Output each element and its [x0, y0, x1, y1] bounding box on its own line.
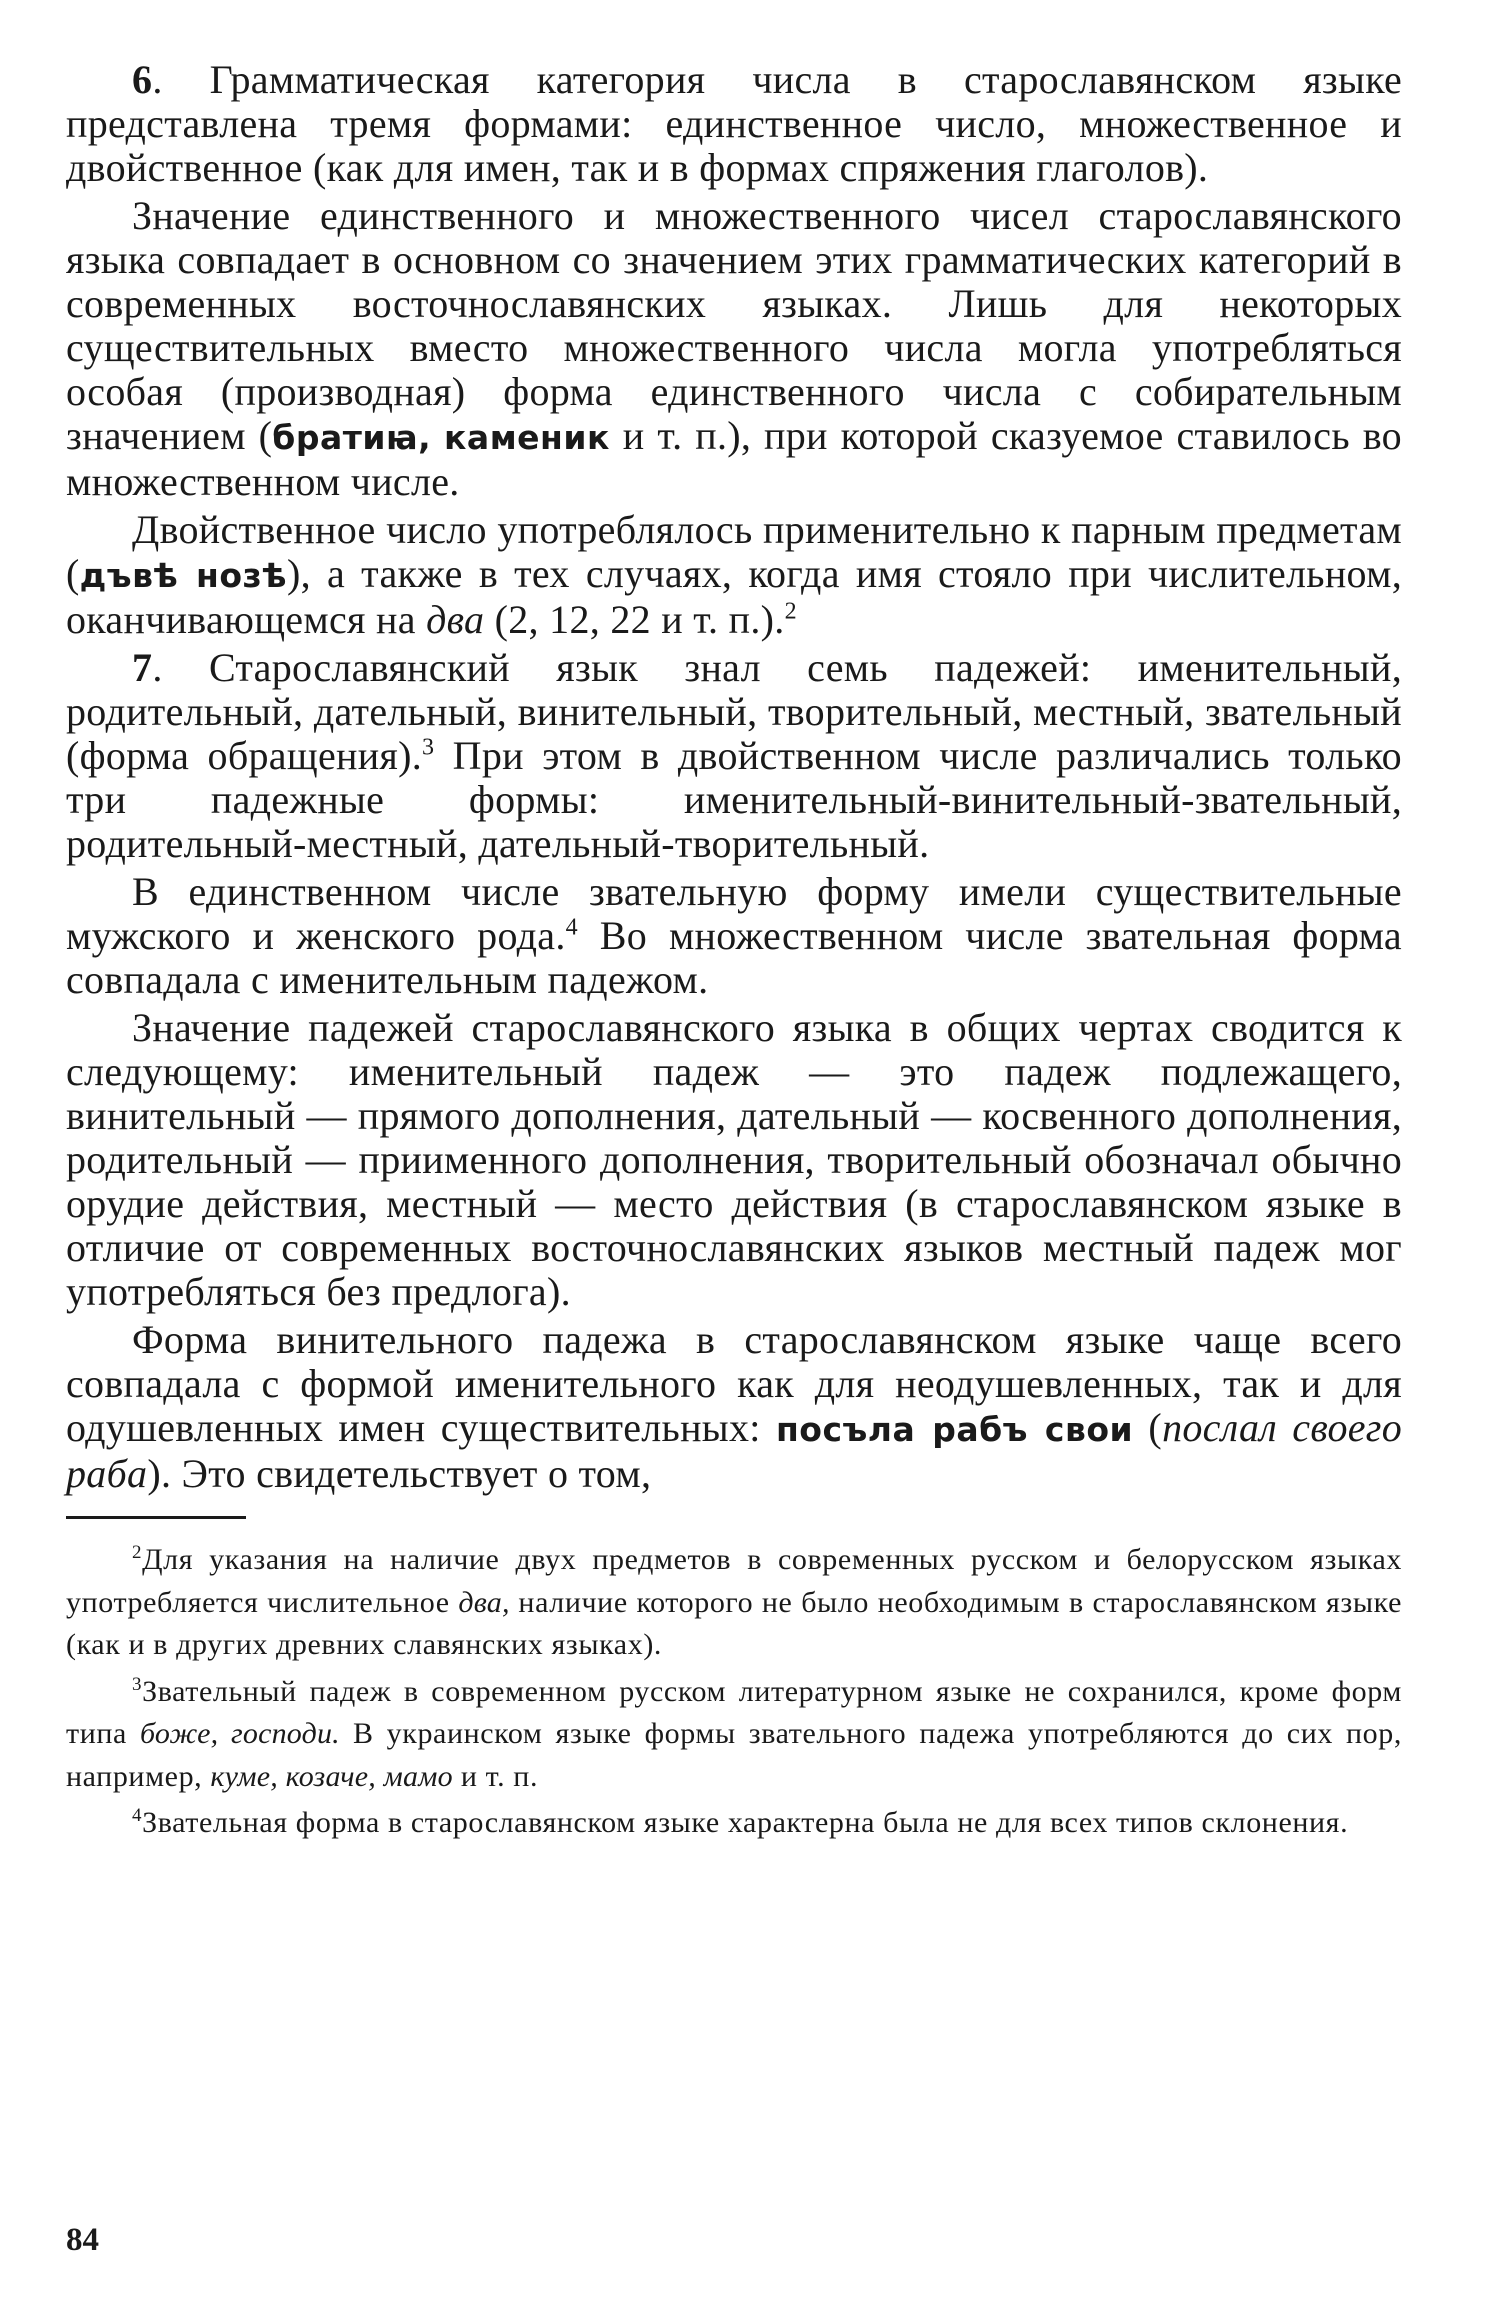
footnotes	[66, 1539, 1402, 1845]
paragraph-text: (	[1133, 1405, 1163, 1450]
italic-word: два	[426, 597, 485, 642]
footnote-ref: 2	[784, 598, 797, 625]
section-number: 6	[132, 57, 153, 102]
paragraph-6	[66, 58, 1402, 190]
paragraph-text: ). Это свидетельствует о том,	[147, 1451, 652, 1496]
section-number: 7	[132, 645, 153, 690]
paragraph-text: Двойственное число употреблялось применительно к парным предметам (	[66, 507, 1402, 596]
paragraph-accusative	[66, 1318, 1402, 1496]
footnote-text: Для указания на наличие двух предметов в современных русском и белорусском языках употребляется числительное	[66, 1543, 1402, 1619]
old-slavonic-word: каменик	[444, 418, 610, 457]
footnote-3	[66, 1671, 1402, 1799]
footnote-separator	[66, 1516, 246, 1519]
footnote-ref: 3	[422, 734, 435, 761]
paragraph-text: Значение единственного и множественного чисел старославянского языка совпадает в основном со значением этих грамматических категорий в современных восточнославянских языках. Лишь для некоторых существительных вместо множественного числа могла употребляться особая (производная) форма единственного числа с собирательным значением (	[66, 193, 1402, 458]
old-slavonic-word: посъла рабъ свои	[775, 1410, 1134, 1449]
paragraph-text: Значение падежей старославянского языка в общих чертах сводится к следующему: именительный падеж — это падеж подлежащего, винительный — прямого дополнения, дательный — косвенного дополнения, родительный — приименного дополнения, творительный обозначал обычно орудие действия, местный — место действия (в старославянском языке в отличие от современных восточнославянских языков местный падеж мог употребляться без предлога).	[66, 1005, 1402, 1314]
footnote-number: 4	[132, 1805, 143, 1826]
paragraph-case-meaning	[66, 1006, 1402, 1314]
paragraph-text: и т. п.), при которой сказуемое ставилось во множественном числе.	[66, 413, 1402, 504]
paragraph-7	[66, 646, 1402, 866]
paragraph-vocative	[66, 870, 1402, 1002]
footnote-text: Звательный падеж в современном русском литературном языке не сохранился, кроме форм типа	[66, 1674, 1402, 1750]
old-slavonic-word: дъвѣ нозѣ	[79, 556, 287, 595]
paragraph-text: . Грамматическая категория числа в старославянском языке представлена тремя формами: единственное число, множественное и двойственное (как для имен, так и в формах спряжения глаголов).	[66, 57, 1402, 190]
footnote-4	[66, 1802, 1402, 1845]
footnote-text: наличие которого не было необходимым в старославянском языке (как и в других древних славянских языках).	[66, 1585, 1402, 1661]
paragraph-dual-number	[66, 508, 1402, 642]
paragraph-text: Во множественном числе звательная форма совпадала с именительным падежом.	[66, 913, 1402, 1002]
footnote-text: и т. п.	[452, 1759, 539, 1793]
old-slavonic-word: братиꙗ,	[272, 418, 432, 457]
paragraph-text: (2, 12, 22 и т. п.).	[484, 597, 785, 642]
italic-word: два,	[458, 1585, 510, 1619]
paragraph-text: . Старославянский язык знал семь падежей: именительный, родительный, дательный, винительный, творительный, местный, звательный (форма обращения).	[66, 645, 1402, 778]
page-number: 84	[66, 2222, 99, 2258]
italic-word: послал своего раба	[66, 1405, 1403, 1496]
footnote-2	[66, 1539, 1402, 1667]
main-text	[66, 58, 1402, 1496]
paragraph-text: При этом в двойственном числе различались только три падежные формы: именительный-винительный-звательный, родительный-местный, дательный-творительный.	[66, 733, 1402, 866]
footnote-text: В украинском языке формы звательного падежа употребляются до сих пор, например,	[66, 1717, 1402, 1793]
paragraph-text	[431, 413, 444, 458]
italic-word: куме, козаче, мамо	[210, 1759, 453, 1793]
paragraph-text: ), а также в тех случаях, когда имя стояло при числительном, оканчивающемся на	[66, 551, 1402, 642]
footnote-number: 3	[132, 1673, 143, 1695]
paragraph-text: В единственном числе звательную форму имели существительные мужского и женского рода.	[66, 869, 1402, 958]
page	[66, 58, 1402, 1845]
footnote-text: Звательная форма в старославянском языке характерна была не для всех типов склонения.	[142, 1806, 1349, 1839]
footnote-ref: 4	[565, 914, 578, 941]
paragraph-number-meaning	[66, 194, 1402, 504]
italic-word: боже, господи.	[140, 1717, 340, 1750]
paragraph-text: Форма винительного падежа в старославянском языке чаще всего совпадала с формой именительного как для неодушевленных, так и для одушевленных имен существительных:	[66, 1317, 1402, 1450]
footnote-number: 2	[132, 1542, 143, 1563]
